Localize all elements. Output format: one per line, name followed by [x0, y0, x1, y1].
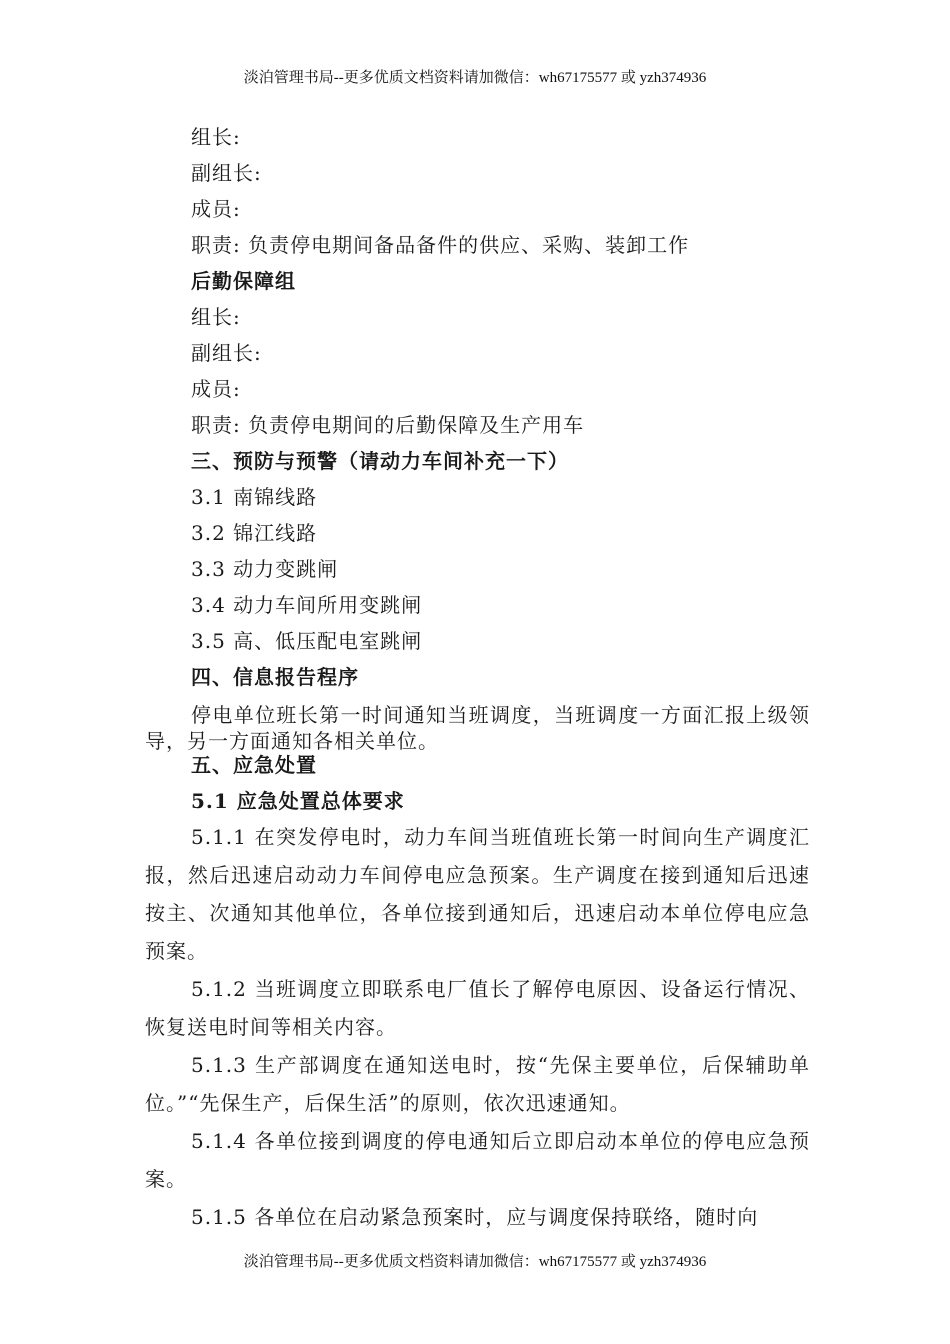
section3-title: 三、预防与预警（请动力车间补充一下） — [191, 449, 569, 473]
section5-paragraph-2: 5.1.2 当班调度立即联系电厂值长了解停电原因、设备运行情况、恢复送电时间等相关内容。 — [145, 977, 810, 1039]
section5-subtitle: 5.1 应急处置总体要求 — [191, 789, 405, 813]
group1-members: 成员: — [191, 197, 241, 221]
group2-title: 后勤保障组 — [191, 269, 296, 293]
section3-item: 3.4 动力车间所用变跳闸 — [191, 593, 423, 617]
page-footer: 淡泊管理书局--更多优质文档资料请加微信：wh67175577 或 yzh374936 — [243, 1254, 707, 1270]
page-header: 淡泊管理书局--更多优质文档资料请加微信：wh67175577 或 yzh374936 — [243, 70, 707, 86]
group1-deputy: 副组长: — [191, 161, 262, 185]
group2-leader: 组长: — [191, 305, 241, 329]
section5-paragraph-5: 5.1.5 各单位在启动紧急预案时，应与调度保持联络，随时向 — [191, 1205, 759, 1229]
group2-duty: 职责: 负责停电期间的后勤保障及生产用车 — [191, 413, 585, 437]
section5-title: 五、应急处置 — [191, 753, 317, 777]
group2-members: 成员: — [191, 377, 241, 401]
group1-leader: 组长: — [191, 125, 241, 149]
section5-paragraph-4: 5.1.4 各单位接到调度的停电通知后立即启动本单位的停电应急预案。 — [145, 1129, 810, 1191]
section3-item: 3.1 南锦线路 — [191, 485, 318, 509]
section3-item: 3.3 动力变跳闸 — [191, 557, 339, 581]
section3-item: 3.2 锦江线路 — [191, 521, 318, 545]
group2-deputy: 副组长: — [191, 341, 262, 365]
section4-title: 四、信息报告程序 — [191, 665, 359, 689]
section3-item: 3.5 高、低压配电室跳闸 — [191, 629, 423, 653]
group1-duty: 职责: 负责停电期间备品备件的供应、采购、装卸工作 — [191, 233, 690, 257]
section5-paragraph-1: 5.1.1 在突发停电时，动力车间当班值班长第一时间向生产调度汇报，然后迅速启动动力车间停电应急预案。生产调度在接到通知后迅速按主、次通知其他单位，各单位接到通知后，迅速启动本单位停电应急预案。 — [145, 825, 810, 963]
section4-text: 停电单位班长第一时间通知当班调度，当班调度一方面汇报上级领导，另一方面通知各相关单位。 — [145, 703, 810, 753]
section5-paragraph-3: 5.1.3 生产部调度在通知送电时，按“先保主要单位，后保辅助单位。”“先保生产，后保生活”的原则，依次迅速通知。 — [145, 1053, 810, 1115]
